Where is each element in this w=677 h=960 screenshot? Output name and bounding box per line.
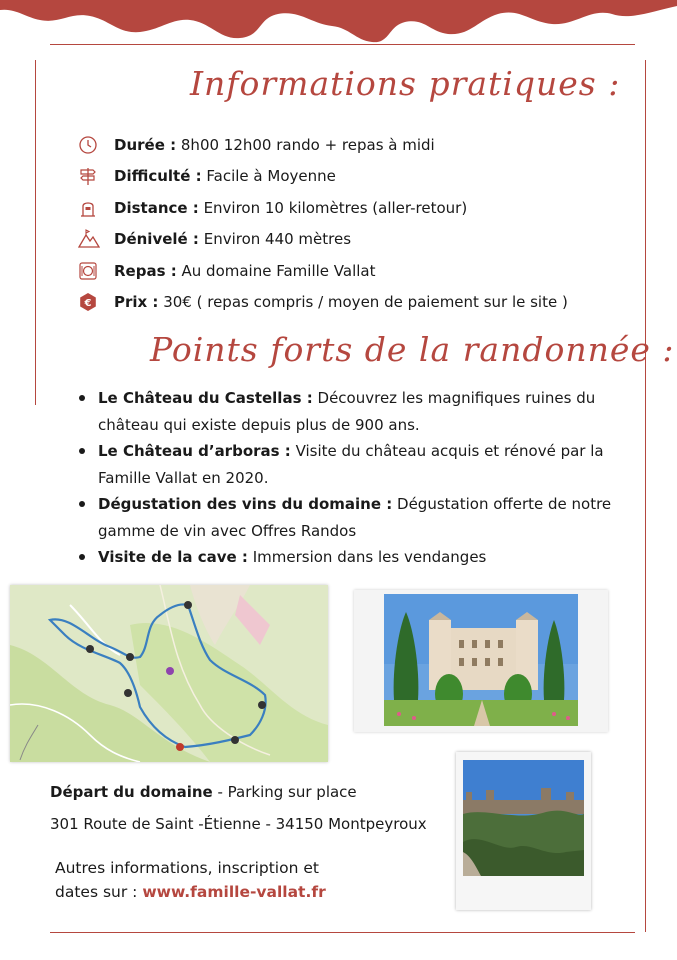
info-value: 30€ ( repas compris / moyen de paiement sur le site )	[163, 293, 568, 312]
plate-icon	[78, 260, 104, 282]
info-prix	[78, 287, 638, 319]
right-border	[645, 60, 646, 932]
info-value: Environ 440 mètres	[203, 230, 352, 249]
info-distance	[78, 192, 638, 224]
highlight-label: Dégustation des vins du domaine :	[98, 495, 393, 513]
info-value: Facile à Moyenne	[206, 167, 336, 186]
title-points-forts: Points forts de la randonnée :	[150, 330, 675, 369]
highlight-text: Immersion dans les vendanges	[252, 548, 487, 566]
more-info-line1: Autres informations, inscription et	[55, 859, 319, 877]
highlight-label: Le Château d’arboras :	[98, 442, 291, 460]
info-denivele	[78, 224, 638, 256]
info-label: Difficulté :	[114, 167, 202, 186]
departure-line	[50, 776, 427, 808]
top-divider	[50, 44, 635, 45]
departure-block	[50, 776, 427, 840]
euro-icon	[78, 291, 104, 313]
highlight-text: Visite du château acquis et rénové par la Famille Vallat en 2020.	[98, 442, 604, 487]
info-label: Prix :	[114, 293, 159, 312]
highlight-text: Dégustation offerte de notre gamme de vin avec Offres Randos	[98, 495, 612, 540]
list-item	[78, 438, 618, 491]
top-wave-decoration	[0, 0, 677, 48]
info-repas	[78, 255, 638, 287]
info-label: Repas :	[114, 261, 177, 280]
info-label: Distance :	[114, 198, 199, 217]
departure-detail: - Parking sur place	[217, 783, 357, 801]
highlight-label: Visite de la cave :	[98, 548, 248, 566]
info-list	[78, 129, 638, 318]
more-info-block	[55, 856, 326, 904]
signpost-icon	[78, 165, 104, 187]
address: 301 Route de Saint -Étienne - 34150 Montpeyroux	[50, 815, 427, 833]
website-link[interactable]: www.famille-vallat.fr	[142, 883, 326, 901]
departure-label: Départ du domaine	[50, 783, 213, 801]
highlight-text: Découvrez les magnifiques ruines du château qui existe depuis plus de 900 ans.	[98, 389, 596, 434]
more-info-line2	[55, 880, 326, 904]
milestone-icon	[78, 197, 104, 219]
info-duree	[78, 129, 638, 161]
more-info-prefix: dates sur :	[55, 883, 138, 901]
info-label: Durée :	[114, 135, 177, 154]
svg-text:€: €	[84, 298, 92, 310]
list-item	[78, 385, 618, 438]
highlights-list	[78, 385, 618, 571]
info-label: Dénivelé :	[114, 230, 199, 249]
info-difficulte	[78, 161, 638, 193]
mountain-icon	[78, 228, 104, 250]
list-item	[78, 491, 618, 544]
info-value: 8h00 12h00 rando + repas à midi	[180, 135, 435, 154]
list-item	[78, 544, 618, 571]
highlight-label: Le Château du Castellas :	[98, 389, 313, 407]
left-border	[35, 60, 36, 405]
clock-icon	[78, 134, 104, 156]
route-map	[10, 585, 328, 762]
chateau-photo	[354, 590, 608, 732]
info-value: Environ 10 kilomètres (aller-retour)	[203, 198, 468, 217]
bottom-divider	[50, 932, 635, 933]
title-informations-pratiques: Informations pratiques :	[190, 64, 621, 103]
castellas-photo	[456, 752, 591, 910]
info-value: Au domaine Famille Vallat	[181, 261, 376, 280]
